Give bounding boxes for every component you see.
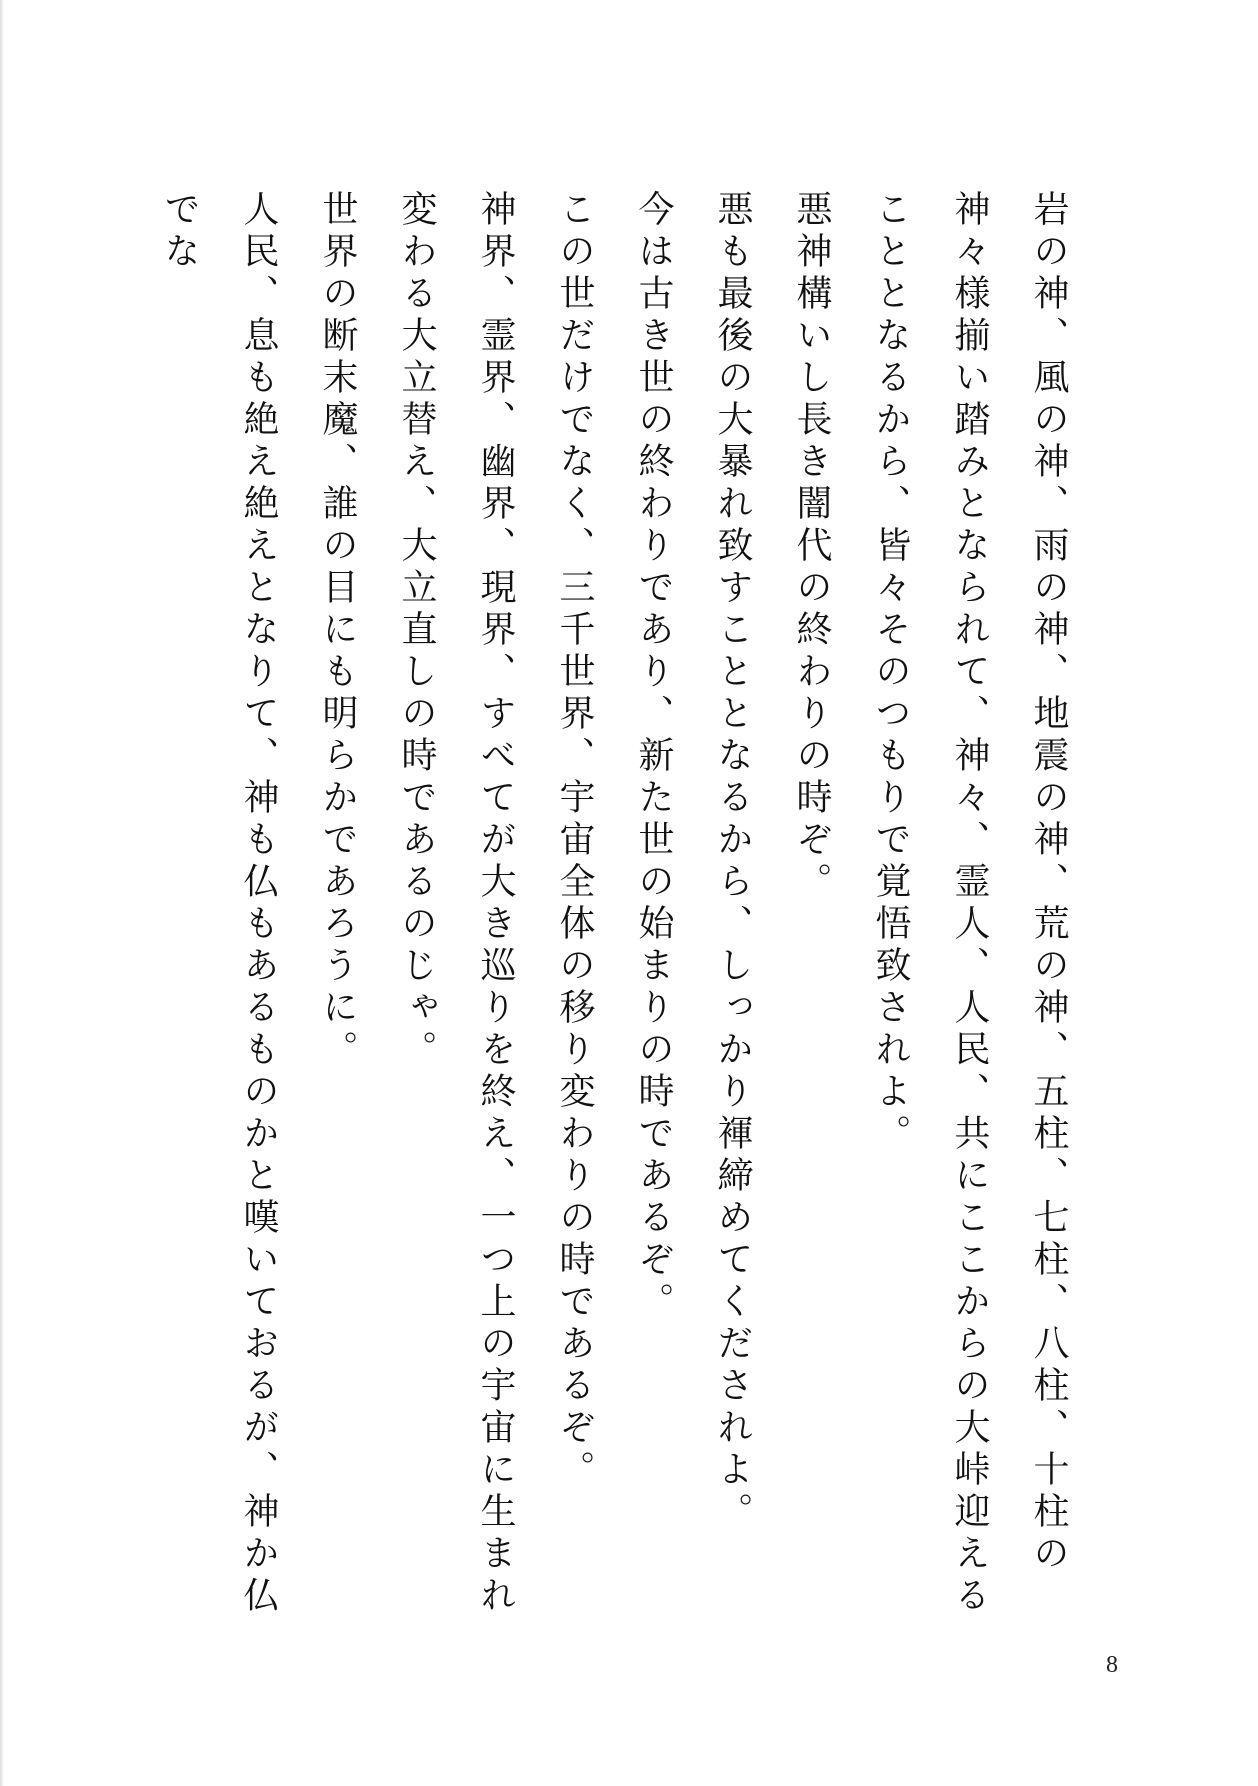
paragraph-6: 神界、霊界、幽界、現界、すべてが大き巡りを終え、一つ上の宇宙に生まれ変わる大立替え、大立直しの時であるのじゃ。 [396, 190, 516, 1618]
paragraph-3: 悪も最後の大暴れ致すこととなるから、しっかり褌締めてくだされよ。 [712, 190, 753, 1534]
paragraph-4: 今は古き世の終わりであり、新た世の始まりの時であるぞ。 [633, 190, 674, 1324]
paragraph-1: 岩の神、風の神、雨の神、地震の神、荒の神、五柱、七柱、八柱、十柱の神々様揃い踏みとなられて、神々、霊人、人民、共にここからの大峠迎えることとなるから、皆々そのつもりで覚悟致されよ。 [870, 190, 1069, 1618]
page-left-edge [0, 0, 4, 1786]
paragraph-5: この世だけでなく、三千世界、宇宙全体の移り変わりの時であるぞ。 [554, 190, 595, 1492]
page-number: 8 [1106, 1652, 1118, 1678]
paragraph-8: 人民、息も絶え絶えとなりて、神も仏もあるものかと嘆いておるが、神か仏でな [159, 190, 279, 1618]
paragraph-2: 悪神構いし長き闇代の終わりの時ぞ。 [791, 190, 832, 904]
vertical-text-body [140, 190, 1088, 1630]
paragraph-7: 世界の断末魔、誰の目にも明らかであろうに。 [317, 190, 358, 1072]
